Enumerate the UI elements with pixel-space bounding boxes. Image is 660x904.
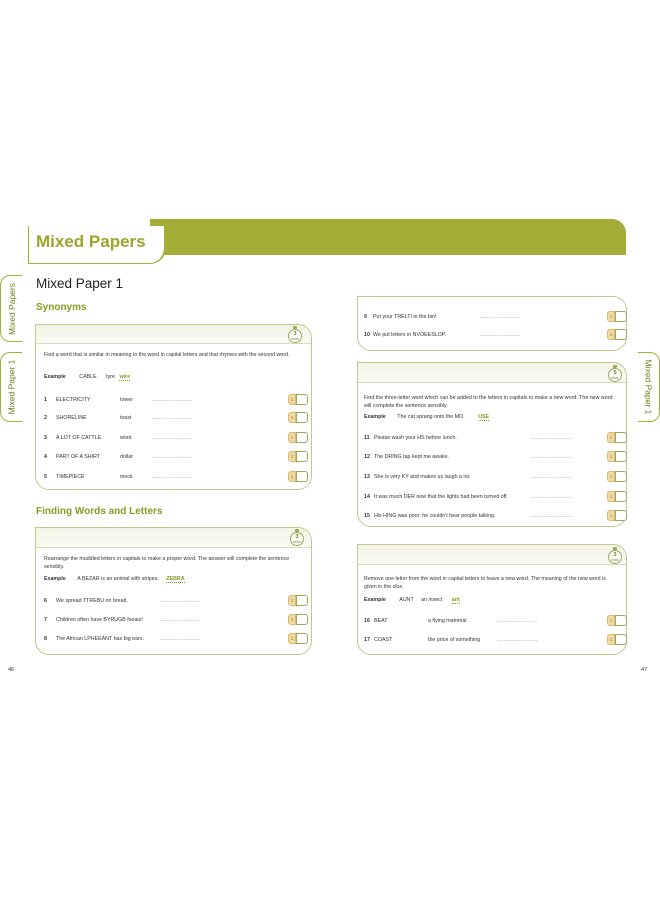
side-tab-label: Mixed Papers <box>6 282 17 335</box>
mark-label: 1 <box>288 595 296 606</box>
mark-label: 1 <box>607 432 615 443</box>
question-number: 11 <box>364 435 370 441</box>
clue-text: a flying mammal <box>428 618 467 624</box>
rhyme-word: dollar <box>120 454 133 460</box>
side-tab-mixed-paper-1-left[interactable] <box>0 352 22 422</box>
question-number: 7 <box>44 617 47 623</box>
timer-icon: 3 mins <box>608 547 622 564</box>
question-number: 16 <box>364 618 370 624</box>
rhyme-word: toast <box>120 415 132 421</box>
question-number: 14 <box>364 494 370 500</box>
question-row <box>364 494 508 500</box>
mark-label: 1 <box>288 451 296 462</box>
mark-box[interactable] <box>288 614 308 625</box>
question-row <box>44 435 150 441</box>
mark-box[interactable] <box>288 451 308 462</box>
mark-box[interactable] <box>607 311 627 322</box>
question-text: Children often have BYRUGB fseaui! <box>56 617 143 623</box>
rhyme-word: tower <box>120 397 133 403</box>
box-header <box>36 528 311 548</box>
banner-bar <box>150 219 626 255</box>
mark-box[interactable] <box>288 394 308 405</box>
question-number: 17 <box>364 637 370 643</box>
score-box[interactable] <box>296 633 308 644</box>
box-header <box>358 363 626 383</box>
answer-line[interactable]: ........................ <box>480 314 521 320</box>
question-row <box>364 618 498 624</box>
timer-icon: 3 mins <box>290 529 304 546</box>
question-number: 6 <box>44 598 47 604</box>
answer-line[interactable]: ........................ <box>531 494 572 500</box>
question-row <box>44 617 143 623</box>
section-title-finding-words: Finding Words and Letters <box>36 506 163 517</box>
mark-box[interactable] <box>607 471 627 482</box>
answer-line[interactable]: ........................ <box>152 415 193 421</box>
mark-label: 1 <box>288 432 296 443</box>
answer-line[interactable]: ........................ <box>497 618 538 624</box>
remove-letter-instruction: Remove one letter from the word in capital letters to leave a new word. The meaning of the new word is given in the clue. <box>364 576 606 590</box>
mark-label: 1 <box>607 615 615 626</box>
finding-instruction: Rearrange the muddled letters in capitals to make a proper word. The answer will complete the sentence sensibly. <box>44 556 290 570</box>
mark-box[interactable] <box>607 329 627 340</box>
question-word: TIMEPIECE <box>56 474 85 480</box>
box-header <box>36 325 311 344</box>
score-box[interactable] <box>296 451 308 462</box>
question-number: 5 <box>44 474 47 480</box>
rhyme-word: word <box>120 435 132 441</box>
question-row <box>364 332 446 338</box>
answer-line[interactable]: ........................ <box>531 513 572 519</box>
score-box[interactable] <box>615 634 627 645</box>
question-word: A LOT OF CATTLE <box>56 435 102 441</box>
answer-line[interactable]: ........................ <box>160 617 201 623</box>
question-text: It was much DER now that the lights had been turned off. <box>374 494 508 500</box>
side-tab-mixed-papers[interactable] <box>0 275 22 342</box>
question-text: She is very KY and makes us laugh a lot. <box>374 474 471 480</box>
side-tab-mixed-paper-1-right[interactable] <box>638 352 660 422</box>
question-row <box>364 454 449 460</box>
mark-label: 1 <box>288 471 296 482</box>
question-word: COAST <box>374 637 393 643</box>
question-number: 12 <box>364 454 370 460</box>
mark-label: 1 <box>607 510 615 521</box>
question-text: Please wash your HS before lunch. <box>374 435 457 441</box>
answer-line[interactable]: ........................ <box>531 454 572 460</box>
score-box[interactable] <box>615 432 627 443</box>
rhyme-word: mock <box>120 474 133 480</box>
side-tab-label: Mixed Paper 1 <box>6 359 17 415</box>
clue-text: the price of something <box>428 637 481 643</box>
three-letter-instruction: Find the three-letter word which can be added to the letters in capitals to make a new word. The new word will complete the sentence sensibly. <box>364 395 613 409</box>
timer-icon: 3 mins <box>288 326 302 343</box>
page-heading: Mixed Paper 1 <box>36 276 124 291</box>
box-header <box>358 545 626 565</box>
score-box[interactable] <box>615 451 627 462</box>
question-number: 2 <box>44 415 47 421</box>
mark-label: 1 <box>607 311 615 322</box>
finding-example: Example A BEZAR is an animal with stripes. ZEBRA <box>44 576 185 582</box>
banner-title: Mixed Papers <box>36 232 146 251</box>
mark-box[interactable] <box>288 595 308 606</box>
answer-line[interactable]: ........................ <box>160 598 201 604</box>
answer-line[interactable]: ........................ <box>152 474 193 480</box>
answer-line[interactable]: ........................ <box>152 454 193 460</box>
answer-line[interactable]: ........................ <box>497 637 538 643</box>
mark-label: 1 <box>607 491 615 502</box>
question-word: SHORELINE <box>56 415 87 421</box>
score-box[interactable] <box>615 510 627 521</box>
page-number-left: 46 <box>8 667 15 673</box>
question-text: We spread TTREBU on bread. <box>56 598 128 604</box>
question-text: The African LPHEEANT has big ears. <box>56 636 144 642</box>
question-number: 13 <box>364 474 370 480</box>
score-box[interactable] <box>615 491 627 502</box>
mark-label: 1 <box>288 394 296 405</box>
score-box[interactable] <box>296 394 308 405</box>
question-row <box>44 397 150 403</box>
side-tab-label: Mixed Paper 1 <box>643 359 654 415</box>
question-number: 4 <box>44 454 47 460</box>
question-row <box>364 435 457 441</box>
synonyms-instruction: Find a word that is similar in meaning to the word in capital letters and that rhymes with the second word. <box>44 352 290 358</box>
mark-label: 1 <box>288 614 296 625</box>
synonyms-box <box>35 324 312 490</box>
mark-label: 1 <box>607 329 615 340</box>
question-row <box>44 598 128 604</box>
question-row <box>364 637 498 643</box>
mark-box[interactable] <box>607 432 627 443</box>
mark-box[interactable] <box>607 491 627 502</box>
mark-box[interactable] <box>607 510 627 521</box>
question-row <box>364 474 470 480</box>
question-row <box>44 474 150 480</box>
question-word: BEAT <box>374 618 388 624</box>
score-box[interactable] <box>296 432 308 443</box>
mark-label: 1 <box>288 412 296 423</box>
mark-box[interactable] <box>607 451 627 462</box>
score-box[interactable] <box>615 311 627 322</box>
answer-line[interactable]: ........................ <box>531 474 572 480</box>
score-box[interactable] <box>615 329 627 340</box>
question-word: PART OF A SHIRT <box>56 454 101 460</box>
score-box[interactable] <box>296 614 308 625</box>
continuation-box <box>357 296 627 351</box>
question-number: 15 <box>364 513 370 519</box>
score-box[interactable] <box>615 615 627 626</box>
question-row <box>364 314 436 320</box>
answer-line[interactable]: ........................ <box>480 332 521 338</box>
mark-label: 1 <box>288 633 296 644</box>
mark-box[interactable] <box>288 432 308 443</box>
score-box[interactable] <box>296 595 308 606</box>
mark-label: 1 <box>607 471 615 482</box>
mark-box[interactable] <box>288 412 308 423</box>
question-text: We put letters in NVOEESLOP. <box>373 332 447 338</box>
question-row <box>44 454 150 460</box>
score-box[interactable] <box>615 471 627 482</box>
answer-line[interactable]: ........................ <box>531 435 572 441</box>
synonyms-example: Example CABLE tyre wire <box>44 374 131 380</box>
mark-label: 1 <box>607 451 615 462</box>
three-letter-box <box>357 362 627 527</box>
mark-box[interactable] <box>288 633 308 644</box>
question-number: 10 <box>364 332 370 338</box>
question-row <box>44 415 150 421</box>
question-text: The DRING tap kept me awake. <box>374 454 450 460</box>
question-number: 8 <box>44 636 47 642</box>
question-word: ELECTRICITY <box>56 397 91 403</box>
score-box[interactable] <box>296 412 308 423</box>
question-number: 1 <box>44 397 47 403</box>
question-row <box>364 513 495 519</box>
section-title-synonyms: Synonyms <box>36 302 87 313</box>
mark-label: 1 <box>607 634 615 645</box>
mark-box[interactable] <box>607 634 627 645</box>
score-box[interactable] <box>296 471 308 482</box>
answer-line[interactable]: ........................ <box>152 435 193 441</box>
three-letter-example: Example The cat sprang onto the MO. USE <box>364 414 490 420</box>
question-number: 9 <box>364 314 367 320</box>
page-number-right: 47 <box>641 667 648 673</box>
timer-icon: 5 mins <box>608 365 622 382</box>
question-number: 3 <box>44 435 47 441</box>
answer-line[interactable]: ........................ <box>152 397 193 403</box>
question-text: Put your TRELTI in the bin! <box>373 314 437 320</box>
question-row <box>44 636 144 642</box>
answer-line[interactable]: ........................ <box>160 636 201 642</box>
question-text: His HING was poor; he couldn't hear people talking. <box>374 513 496 519</box>
remove-letter-example: Example AUNT an insect ant <box>364 597 460 603</box>
mark-box[interactable] <box>288 471 308 482</box>
mark-box[interactable] <box>607 615 627 626</box>
